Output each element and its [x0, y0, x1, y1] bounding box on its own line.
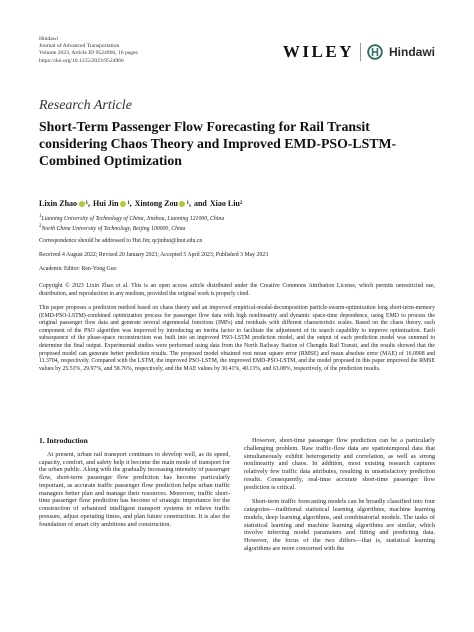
article-type: Research Article [39, 98, 132, 113]
journal-meta [39, 36, 138, 65]
wiley-logo: WILEY [282, 42, 354, 61]
brand-divider [360, 43, 361, 61]
author-name: Hui Jin [93, 199, 119, 208]
author-affil-sup: 1 [85, 201, 89, 206]
affiliation: 1Liaoning University of Technology of China, Jinzhou, Liaoning 121000, China [39, 214, 225, 222]
author-name: Lixin Zhao [39, 199, 78, 208]
academic-editor: Academic Editor: Ren-Yong Guo [39, 266, 117, 272]
paragraph: At present, urban rail transport continues to develop well, as its speed, capacity, comfort, and safety help it become the main mode of transport for the urban public. Along with the gradually increasing intensity of passenger flow, short-term passenger flow prediction has become particularly important, as accurate traffic passenger flow prediction helps urban traffic managers better plan and manage their resources. Moreover, traffic short-time passenger flow prediction has become of strategic importance for the construction of urbanized intelligent transport systems to relieve traffic pressure, adjust operating times, and plan future construction. It is also the foundation of smart city ambitions and construction. [39, 450, 230, 528]
orcid-icon[interactable] [120, 201, 126, 207]
right-column [244, 437, 435, 553]
journal-doi[interactable]: https://doi.org/10.1155/2023/9524966 [39, 57, 124, 64]
author-name: Xiao Liu [209, 199, 240, 208]
page-header [39, 36, 435, 74]
paragraph: However, short-time passenger flow prediction can be a particularly challenging problem. Raw traffic-flow data are spatiotemporal data that simultaneously exhibit heterogeneity and correlation, as well as strong nonlinearity and chaos. In addition, most existing research captures relatively few traffic data attributes, resulting in unsatisfactory prediction results. Consequently, real-time accurate short-time passenger flow prediction is critical. [244, 437, 435, 491]
author-affil-sup: 2 [239, 201, 243, 206]
journal-name: Journal of Advanced Transportation [39, 43, 120, 50]
hindawi-logo-icon [367, 44, 383, 60]
orcid-icon[interactable] [179, 201, 185, 207]
section-heading-introduction: 1. Introduction [39, 436, 88, 445]
publisher-brand [283, 42, 435, 62]
article-title: Short-Term Passenger Flow Forecasting for Rail Transit considering Chaos Theory and Improved EMD-PSO-LSTM-Combined Optimization [39, 119, 397, 168]
journal-publisher: Hindawi [39, 36, 59, 42]
author-affil-sup: 1 [186, 201, 189, 206]
orcid-icon[interactable] [79, 201, 85, 207]
paragraph: Short-term traffic forecasting models can be broadly classified into four categories—traditional statistical learning algorithms, machine learning models, deep learning algorithms, and combinatorial models. The tasks of statistical learning and machine learning algorithms are similar, which involve inferring model parameters and fitting and predicting data. However, the focus of the two differs—that is, statistical learning algorithms are more concerned with the [244, 498, 435, 552]
copyright-notice: Copyright © 2023 Lixin Zhao et al. This is an open access article distributed under the Creative Commons Attribution License, which permits unrestricted use, distribution, and reproduction in any medium, provided the original work is properly cited. [39, 283, 435, 297]
author-name: Xintong Zou [134, 199, 178, 208]
hindawi-wordmark: Hindawi [388, 45, 435, 59]
affiliation: 2North China University of Technology, Beijing 100000, China [39, 224, 186, 233]
author-affil-sup: 1 [127, 201, 130, 206]
article-dates: Received 4 August 2022; Revised 20 January 2023; Accepted 5 April 2023; Published 3 May 2023 [39, 252, 269, 258]
journal-volume: Volume 2023, Article ID 9524966, 16 pages [39, 50, 138, 57]
author-conjunction: and [193, 199, 207, 208]
abstract: This paper proposes a prediction method based on chaos theory and an improved empirical-modal-decomposition particle-swarm-optimization long short-term-memory (EMD-PSO-LSTM)-combined optimization process for passenger flow data with high nonlinearity and dynamic space-time dependence, using EMD to process the original passenger flow data and generate several eigenmodal functions (IMFs) and residuals with different characteristic scales. Based on the chaos theory, each component of the PSO algorithm was improved by introducing an inertia factor to facilitate the adjustment of its search capability to improve optimization. Each subsequence of the phase-space reconstruction was built into an improved PSO-LSTM prediction model, and the output of each prediction model was summed to determine the final output. Experimental studies were performed using data from the North Railway Station of Chengdu Rail Transit, and the results showed that the proposed model can generate better prediction results. The proposed model obtained root mean square error (RMSE) and mean absolute error (MAE) of 16.0908 and 11.3704, respectively. Compared with the LSTM, the improved PSO-LSTM, the improved EMD-PSO-LSTM, and the model proposed in this paper improved the RMSE values by 25.53%, 29.97%, and 58.76%, respectively, and the MAE values by 30.41%, 40.13%, and 63.08%, respectively, of the prediction results. [39, 305, 435, 372]
correspondence: Correspondence should be addressed to Hui Jin; qcjinhui@lnut.edu.cn [39, 238, 203, 244]
affiliations [39, 213, 224, 233]
author-list: Lixin Zhao 1 , Hui Jin 1 , Xintong Zou 1 , and Xiao Liu 2 [39, 199, 243, 208]
left-column [39, 437, 230, 528]
